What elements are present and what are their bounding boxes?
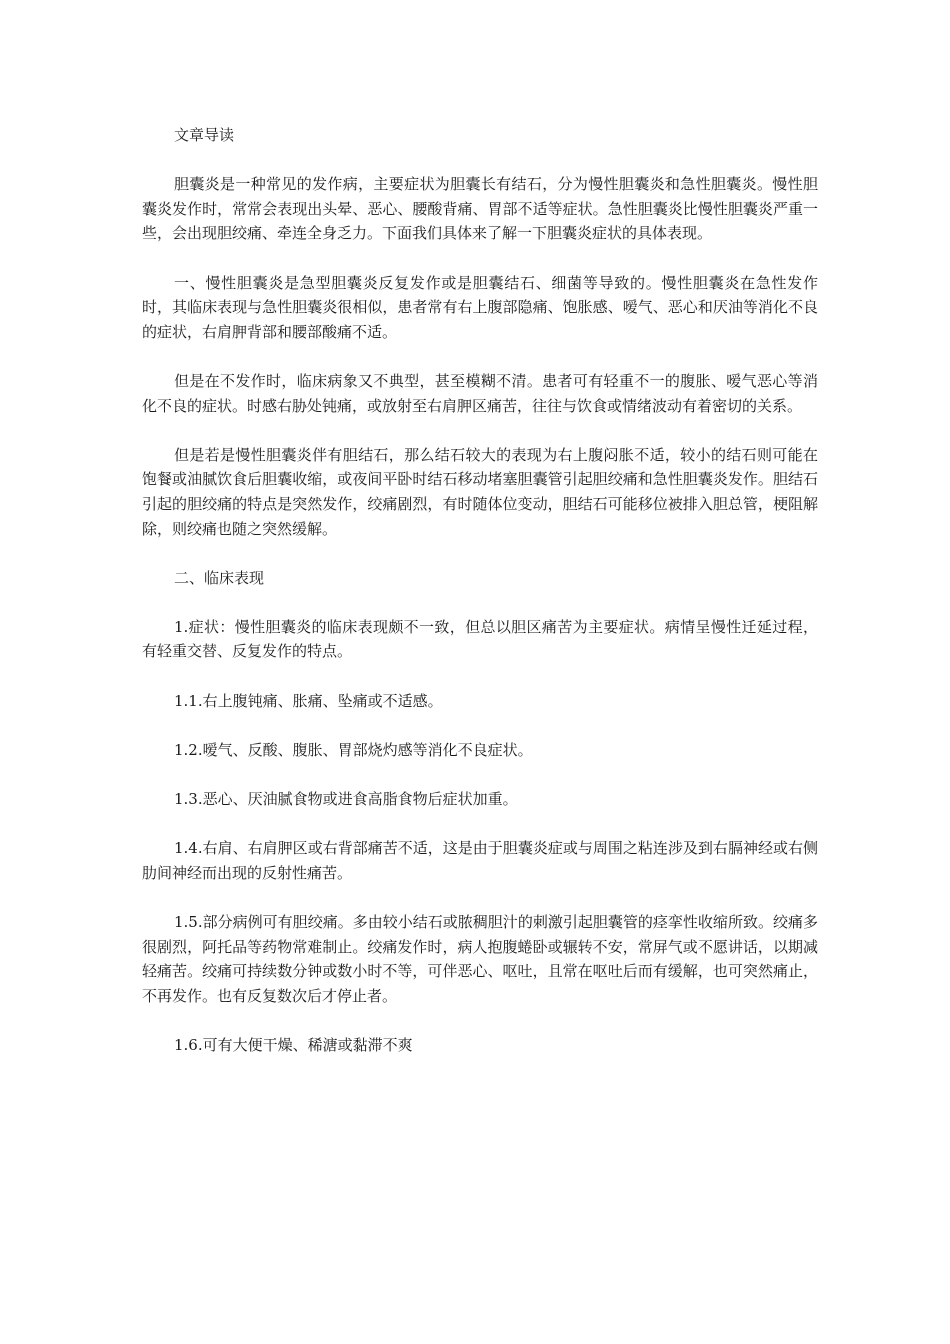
symptom-item-1-3: 1.3.恶心、厌油腻食物或进食高脂食物后症状加重。 — [174, 790, 518, 809]
symptom-item-1-4: 1.4.右肩、右肩胛区或右背部痛苦不适，这是由于胆囊炎症或与周围之粘连涉及到右膈神经或右侧肋间神经而出现的反射性痛苦。 — [142, 839, 818, 882]
non-attack-paragraph: 但是在不发作时，临床病象又不典型，甚至模糊不清。患者可有轻重不一的腹胀、嗳气恶心等消化不良的症状。时感右胁处钝痛，或放射至右肩胛区痛苦，往往与饮食或情绪波动有着密切的关系。 — [142, 371, 818, 415]
symptom-item-1-6: 1.6.可有大便干燥、稀溏或黏滞不爽 — [174, 1035, 413, 1054]
chronic-cholecystitis-paragraph: 一、慢性胆囊炎是急型胆囊炎反复发作或是胆囊结石、细菌等导致的。慢性胆囊炎在急性发作时，其临床表现与急性胆囊炎很相似，患者常有右上腹部隐痛、饱胀感、嗳气、恶心和厌油等消化不良的症状，右肩胛背部和腰部酸痛不适。 — [142, 273, 818, 341]
symptom-item-1-5: 1.5.部分病例可有胆绞痛。多由较小结石或脓稠胆汁的刺激引起胆囊管的痉挛性收缩所致。绞痛多很剧烈，阿托品等药物常难制止。绞痛发作时，病人抱腹蜷卧或辗转不安，常屏气或不愿讲话，以期减轻痛苦。绞痛可持续数分钟或数小时不等，可伴恶心、呕吐，且常在呕吐后而有缓解，也可突然痛止，不再发作。也有反复数次后才停止者。 — [142, 913, 818, 1005]
intro-paragraph: 胆囊炎是一种常见的发作病，主要症状为胆囊长有结石，分为慢性胆囊炎和急性胆囊炎。慢性胆囊炎发作时，常常会表现出头晕、恶心、腰酸背痛、胃部不适等症状。急性胆囊炎比慢性胆囊炎严重一些，会出现胆绞痛、牵连全身乏力。下面我们具体来了解一下胆囊炎症状的具体表现。 — [142, 175, 818, 243]
section-heading-clinical: 二、临床表现 — [174, 568, 265, 587]
symptom-item-1-2: 1.2.嗳气、反酸、腹胀、胃部烧灼感等消化不良症状。 — [174, 740, 533, 759]
symptoms-paragraph: 1.症状：慢性胆囊炎的临床表现颇不一致，但总以胆区痛苦为主要症状。病情呈慢性迁延过程，有轻重交替、反复发作的特点。 — [142, 617, 818, 661]
gallstone-paragraph: 但是若是慢性胆囊炎伴有胆结石，那么结石较大的表现为右上腹闷胀不适，较小的结石则可能在饱餐或油腻饮食后胆囊收缩，或夜间平卧时结石移动堵塞胆囊管引起胆绞痛和急性胆囊炎发作。胆结石引起的胆绞痛的特点是突然发作，绞痛剧烈，有时随体位变动，胆结石可能移位被排入胆总管，梗阻解除，则绞痛也随之突然缓解。 — [142, 445, 818, 538]
document-body — [142, 123, 818, 1082]
article-heading: 文章导读 — [174, 126, 235, 144]
symptom-item-1-1: 1.1.右上腹钝痛、胀痛、坠痛或不适感。 — [174, 691, 443, 710]
